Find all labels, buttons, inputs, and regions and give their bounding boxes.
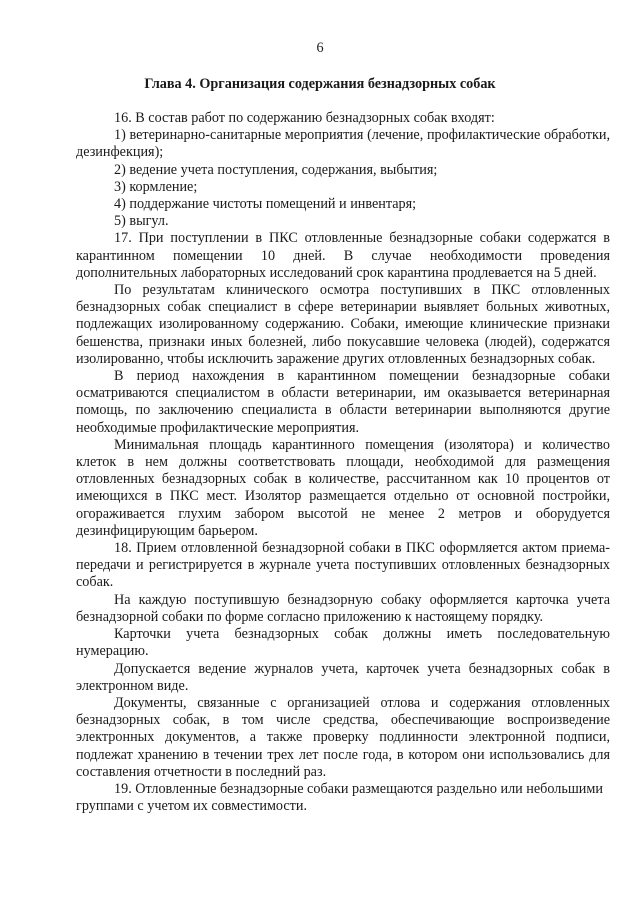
page-number: 6 [316,40,324,56]
document-body [76,110,610,815]
paragraph: Документы, связанные с организацией отлова и содержания отловленных безнадзорных собак, в том числе средства, обеспечивающие воспроизведение электронных документов, а также проверку подлинности электронной подписи, подлежат хранению в течении трех лет после года, в котором они использовались для составления отчетности в последний раз. [76,694,610,780]
paragraph: 2) ведение учета поступления, содержания, выбытия; [114,161,438,178]
paragraph: 18. Прием отловленной безнадзорной собаки в ПКС оформляется актом приема-передачи и регистрируется в журнале учета поступивших отловленных безнадзорных собак. [76,540,610,591]
paragraph: 16. В состав работ по содержанию безнадзорных собак входят: [114,110,495,126]
paragraph: 19. Отловленные безнадзорные собаки размещаются раздельно или небольшими группами с учетом их совместимости. [76,780,603,815]
paragraph: Карточки учета безнадзорных собак должны иметь последовательную нумерацию. [76,626,610,660]
paragraph: 3) кормление; [114,178,198,195]
paragraph: 17. При поступлении в ПКС отловленные безнадзорные собаки содержатся в карантинном помещении 10 дней. В случае необходимости проведения дополнительных лабораторных исследований срок карантина продлевается на 5 дней. [76,230,610,281]
chapter-title: Глава 4. Организация содержания безнадзорных собак [144,76,496,92]
paragraph: По результатам клинического осмотра поступивших в ПКС отловленных безнадзорных собак специалист в сфере ветеринарии выявляет больных животных, подлежащих изолированному содержанию. Собаки, имеющие клинические признаки бешенства, признаки иных болезней, либо покусавшие человека (людей), содержатся изолированно, чтобы исключить заражение других отловленных безнадзорных собак. [76,282,610,367]
paragraph: 1) ветеринарно-санитарные мероприятия (лечение, профилактические обработки, дезинфекция); [76,127,610,161]
paragraph: 5) выгул. [114,213,169,230]
paragraph: На каждую поступившую безнадзорную собаку оформляется карточка учета безнадзорной собаки по форме согласно приложению к настоящему порядку. [76,591,610,625]
paragraph: Допускается ведение журналов учета, карточек учета безнадзорных собак в электронном виде. [76,660,610,694]
paragraph: 4) поддержание чистоты помещений и инвентаря; [114,196,417,213]
paragraph: В период нахождения в карантинном помещении безнадзорные собаки осматриваются специалистом в области ветеринарии, им оказывается ветеринарная помощь, по заключению специалиста в области ветеринарии выполняются другие необходимые профилактические мероприятия. [76,368,610,436]
paragraph: Минимальная площадь карантинного помещения (изолятора) и количество клеток в нем должны соответствовать площади, необходимой для размещения отловленных безнадзорных собак в количестве, рассчитанном как 10 процентов от имеющихся в ПКС мест. Изолятор размещается отдельно от основной постройки, огораживается глухим забором высотой не менее 2 метров и оборудуется дезинфицирующим барьером. [76,436,610,539]
